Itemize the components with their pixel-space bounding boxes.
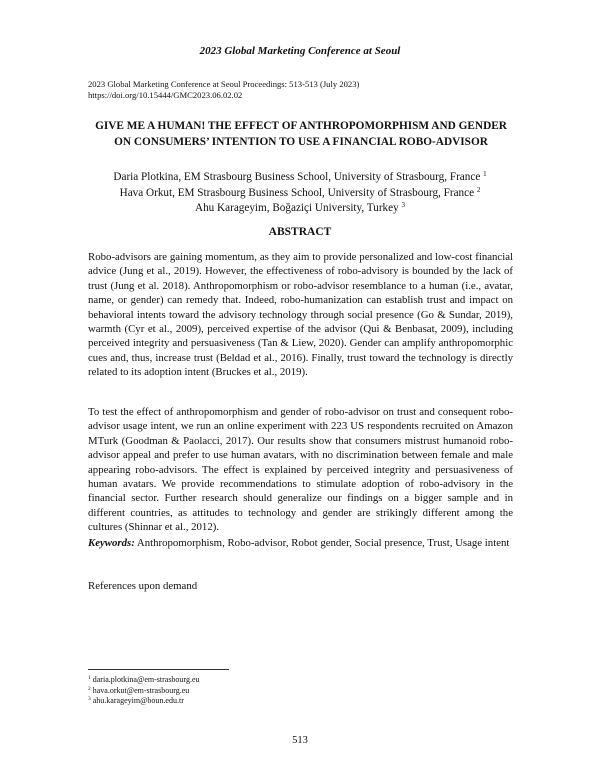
author-affiliation: Daria Plotkina, EM Strasbourg Business School, University of Strasbourg, France bbox=[113, 171, 481, 183]
footnote-mark: 1 bbox=[88, 675, 91, 681]
footnote bbox=[88, 696, 388, 707]
footnote bbox=[88, 675, 388, 686]
footnote bbox=[88, 686, 388, 697]
author-line bbox=[70, 186, 530, 202]
abstract-heading: ABSTRACT bbox=[268, 226, 332, 238]
footnote-mark: 3 bbox=[401, 201, 406, 209]
conference-header: 2023 Global Marketing Conference at Seoul bbox=[199, 45, 401, 57]
doi-link[interactable]: https://doi.org/10.15444/GMC2023.06.02.02 bbox=[88, 90, 243, 100]
footnote-divider bbox=[88, 669, 229, 670]
references-note: References upon demand bbox=[88, 580, 198, 592]
proceedings-info bbox=[88, 79, 518, 101]
abstract-paragraph: To test the effect of anthropomorphism and gender of robo-advisor on trust and consequent robo-advisor usage intent, we run an online experiment with 223 US respondents recruited on Amazon MTurk (Goodman & Paolacci, 2017). Our results show that consumers mistrust humanoid robo-advisor appeal and prefer to use human avatars, with no discrimination between female and male appearing robo-advisors. The effect is explained by perceived integrity and persuasiveness of human avatars. We provide recommendations to stimulate adoption of robo-advisory in the financial sector. Further research should generalize our findings on a bigger sample and in different countries, as attitudes to technology and gender are strikingly different among the cultures (Shinnar et al., 2012). bbox=[88, 406, 513, 534]
paper-title: GIVE ME A HUMAN! THE EFFECT OF ANTHROPOMORPHISM AND GENDER ON CONSUMERS’ INTENTION TO USE A FINANCIAL ROBO-ADVISOR bbox=[95, 120, 507, 148]
proceedings-citation: 2023 Global Marketing Conference at Seoul Proceedings: 513-513 (July 2023) bbox=[88, 79, 360, 89]
author-affiliation: Hava Orkut, EM Strasbourg Business School, University of Strasbourg, France bbox=[119, 186, 475, 199]
abstract-paragraph: Robo-advisors are gaining momentum, as they aim to provide personalized and low-cost financial advice (Jung et al., 2019). However, the effectiveness of robo-advisory is bounded by the lack of trust (Jung et al. 2018). Anthropomorphism or robo-advisor resemblance to a human (i.e., avatar, name, or gender) can remedy that. Indeed, robo-humanization can establish trust and impact on behavioral intents toward the advisory technology through social presence (Go & Sundar, 2019), warmth (Cyr et al., 2009), perceived expertise of the advisor (Qui & Benbasat, 2009), including perceived integrity and persuasiveness (Tan & Liew, 2020). Gender can amplify anthropomorphic cues and, thus, increase trust (Beldad et al., 2016). Finally, trust toward the technology is directly related to its adoption intent (Bruckes et al., 2019). bbox=[88, 251, 513, 379]
keywords bbox=[88, 536, 513, 550]
footnote-mark: 1 bbox=[483, 170, 487, 178]
footnote-mark: 2 bbox=[88, 685, 91, 692]
footnote-email[interactable]: daria.plotkina@em-strasbourg.eu bbox=[92, 675, 200, 684]
footnote-mark: 3 bbox=[88, 696, 91, 703]
page-number: 513 bbox=[292, 735, 308, 746]
footnote-email[interactable]: hava.orkut@em-strasbourg.eu bbox=[92, 685, 190, 695]
author-line bbox=[70, 201, 530, 217]
footnote-email[interactable]: ahu.karageyim@boun.edu.tr bbox=[92, 696, 184, 706]
author-line bbox=[70, 170, 530, 186]
author-affiliation: Ahu Karageyim, Boğaziçi University, Turkey bbox=[194, 202, 399, 214]
footnote-mark: 2 bbox=[476, 185, 481, 194]
footnotes bbox=[88, 675, 388, 707]
keywords-label: Keywords: bbox=[88, 537, 135, 549]
keywords-text: Anthropomorphism, Robo-advisor, Robot gender, Social presence, Trust, Usage intent bbox=[136, 537, 510, 549]
author-list bbox=[70, 170, 530, 217]
